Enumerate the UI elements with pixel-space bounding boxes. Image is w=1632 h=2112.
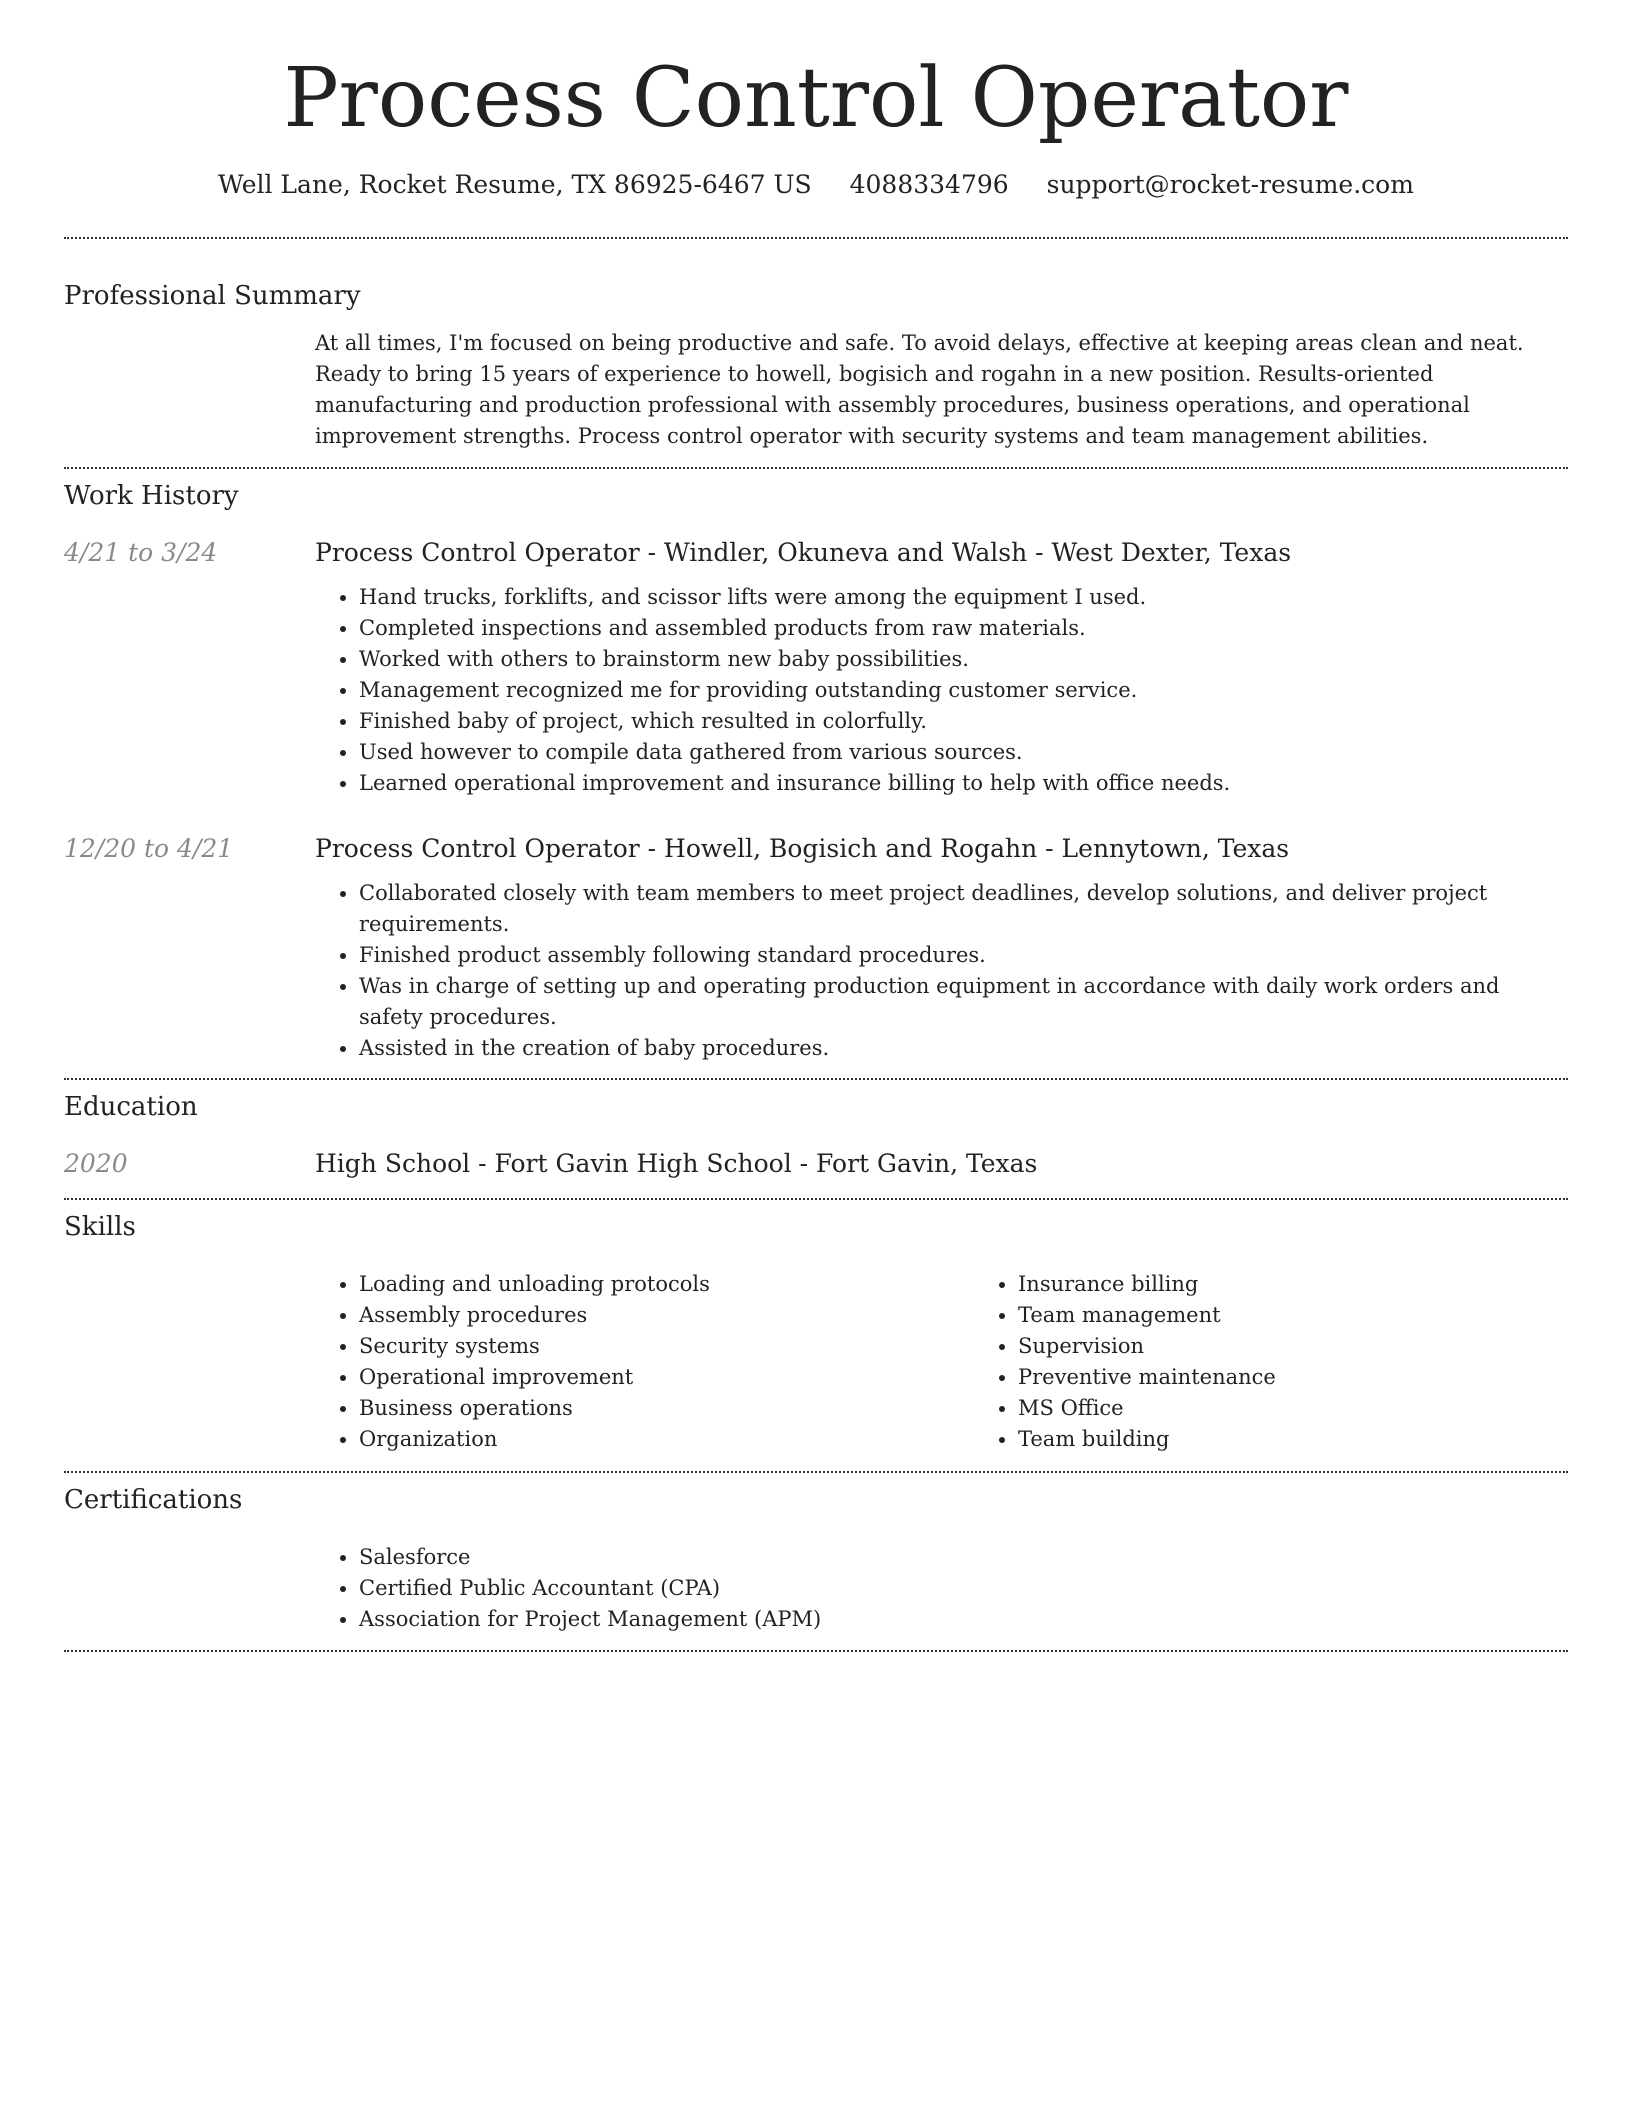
skills-columns xyxy=(315,1269,1632,1455)
contact-address: Well Lane, Rocket Resume, TX 86925-6467 US xyxy=(218,170,812,199)
job-entry xyxy=(64,538,1568,799)
job-date: 12/20 to 4/21 xyxy=(64,834,234,863)
certifications-list xyxy=(315,1542,1568,1635)
list-item: • Operational improvement xyxy=(359,1362,974,1393)
list-item: • Completed inspections and assembled products from raw materials. xyxy=(359,613,1568,644)
list-item: • Salesforce xyxy=(359,1542,1568,1573)
job-heading: Process Control Operator - Howell, Bogisich and Rogahn - Lennytown, Texas xyxy=(315,834,1290,863)
list-item: • Business operations xyxy=(359,1393,974,1424)
section-title-work-history: Work History xyxy=(64,481,239,511)
divider xyxy=(64,1078,1568,1080)
candidate-name: Process Control Operator xyxy=(283,51,1349,146)
job-bullets xyxy=(315,878,1568,1064)
contact-phone: 4088334796 xyxy=(849,170,1009,199)
list-item: • MS Office xyxy=(1018,1393,1632,1424)
section-title-education: Education xyxy=(64,1092,198,1122)
list-item: • Used however to compile data gathered from various sources. xyxy=(359,737,1568,768)
skills-list-left xyxy=(315,1269,974,1455)
list-item: • Association for Project Management (APM) xyxy=(359,1604,1568,1635)
job-date: 4/21 to 3/24 xyxy=(64,538,218,567)
list-item: • Certified Public Accountant (CPA) xyxy=(359,1573,1568,1604)
list-item: • Supervision xyxy=(1018,1331,1632,1362)
skills-row xyxy=(64,1269,1568,1455)
list-item: • Loading and unloading protocols xyxy=(359,1269,974,1300)
list-item: • Finished product assembly following standard procedures. xyxy=(359,940,1568,971)
divider xyxy=(64,237,1568,239)
list-item: • Organization xyxy=(359,1424,974,1455)
list-item: • Team management xyxy=(1018,1300,1632,1331)
list-item: • Security systems xyxy=(359,1331,974,1362)
certifications-row xyxy=(64,1542,1568,1635)
skills-list-right xyxy=(974,1269,1632,1455)
contact-email: support@rocket-resume.com xyxy=(1046,170,1414,199)
list-item: • Preventive maintenance xyxy=(1018,1362,1632,1393)
job-entry xyxy=(64,834,1568,1064)
section-title-certifications: Certifications xyxy=(64,1485,243,1515)
section-title-summary: Professional Summary xyxy=(64,281,361,311)
list-item: • Worked with others to brainstorm new baby possibilities. xyxy=(359,644,1568,675)
summary-text: At all times, I'm focused on being productive and safe. To avoid delays, effective at keeping areas clean and neat. Ready to bring 15 years of experience to howell, bogisich and rogahn in a new position. Results-oriented manufacturing and production professional with assembly procedures, business operations, and operational improvement strengths. Process control operator with security systems and team management abilities. xyxy=(315,331,1524,448)
list-item: • Hand trucks, forklifts, and scissor lifts were among the equipment I used. xyxy=(359,582,1568,613)
divider xyxy=(64,1471,1568,1473)
divider xyxy=(64,1198,1568,1200)
list-item: • Finished baby of project, which resulted in colorfully. xyxy=(359,706,1568,737)
list-item: • Was in charge of setting up and operating production equipment in accordance with daily work orders and safety procedures. xyxy=(359,971,1568,1033)
section-title-skills: Skills xyxy=(64,1212,136,1242)
list-item: • Learned operational improvement and insurance billing to help with office needs. xyxy=(359,768,1568,799)
contact-line xyxy=(64,170,1568,199)
list-item: • Management recognized me for providing outstanding customer service. xyxy=(359,675,1568,706)
list-item: • Team building xyxy=(1018,1424,1632,1455)
divider xyxy=(64,467,1568,469)
list-item: • Assembly procedures xyxy=(359,1300,974,1331)
list-item: • Assisted in the creation of baby procedures. xyxy=(359,1033,1568,1064)
summary-row xyxy=(64,328,1568,452)
list-item: • Insurance billing xyxy=(1018,1269,1632,1300)
resume-page xyxy=(64,0,1568,1652)
education-date: 2020 xyxy=(64,1149,128,1178)
education-heading: High School - Fort Gavin High School - Fort Gavin, Texas xyxy=(315,1149,1038,1178)
divider xyxy=(64,1650,1568,1652)
job-heading: Process Control Operator - Windler, Okuneva and Walsh - West Dexter, Texas xyxy=(315,538,1292,567)
job-bullets xyxy=(315,582,1568,799)
list-item: • Collaborated closely with team members to meet project deadlines, develop solutions, and deliver project requirements. xyxy=(359,878,1568,940)
education-entry xyxy=(64,1149,1568,1178)
